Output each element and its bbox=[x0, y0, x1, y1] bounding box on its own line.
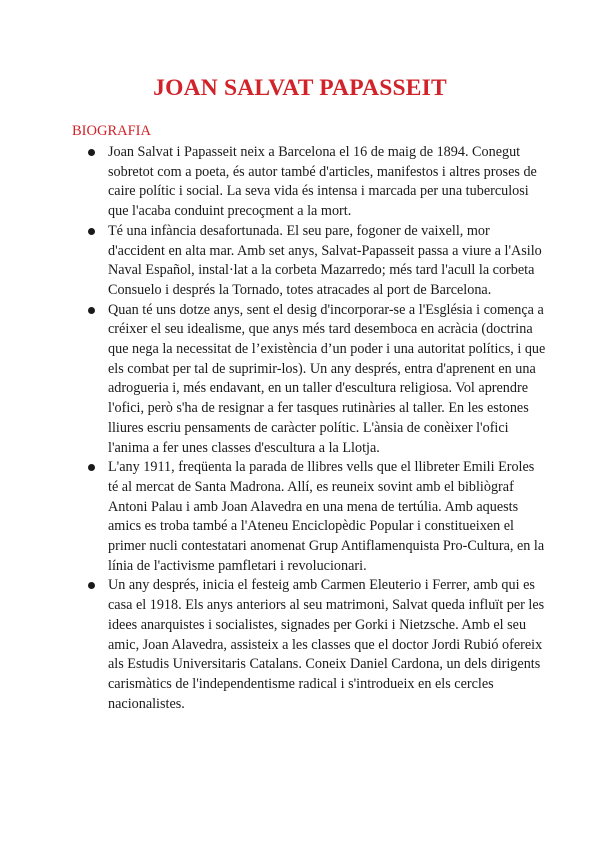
paragraph-text: Un any després, inicia el festeig amb Carmen Eleuterio i Ferrer, amb qui es casa el 1918. Els anys anteriors al seu matrimoni, Salvat queda influït per les idees anarquistes i socialistes, signades per Gorki i Nietzsche. Amb el seu amic, Joan Alavedra, assisteix a les classes que el doctor Jordi Rubió ofereix als Estudis Universitaris Catalans. Coneix Daniel Cardona, un dels dirigents carismàtics de l'independentisme radical i s'introdueix en els cercles nacionalistes. bbox=[108, 577, 545, 712]
bullet-icon bbox=[88, 464, 95, 471]
section-heading: BIOGRAFIA bbox=[72, 123, 151, 139]
list-item bbox=[86, 576, 546, 714]
bullet-icon bbox=[88, 582, 95, 589]
paragraph-text: Té una infància desafortunada. El seu pare, fogoner de vaixell, mor d'accident en alta mar. Amb set anys, Salvat-Papasseit passa a viure a l'Asilo Naval Español, instal·lat a la corbeta Mazarredo; més tard l'acull la corbeta Consuelo i després la Tornado, totes atracades al port de Barcelona. bbox=[108, 222, 542, 298]
paragraph-text: Quan té uns dotze anys, sent el desig d'incorporar-se a l'Església i comença a créixer el seu idealisme, que anys més tard desemboca en acràcia (doctrina que nega la necessitat de l’existència d’un poder i una autoritat polítics, i que els combat per tal de suprimir-los). Un any després, entra d'aprenent en una adrogueria i, més endavant, en un taller d'escultura religiosa. Vol aprendre l'ofici, però s'ha de resignar a fer tasques rutinàries al taller. En les estones lliures escriu pensaments de caràcter polític. L'ànsia de conèixer l'ofici l'anima a fer unes classes d'escultura a la Llotja. bbox=[108, 301, 546, 456]
paragraph-text: Joan Salvat i Papasseit neix a Barcelona el 16 de maig de 1894. Conegut sobretot com a poeta, és autor també d'articles, manifestos i altres proses de caire polític i social. La seva vida és intensa i marcada per una tuberculosi que l'acaba conduint precoçment a la mort. bbox=[108, 144, 537, 220]
paragraph-text: L'any 1911, freqüenta la parada de llibres vells que el llibreter Emili Eroles té al mercat de Santa Madrona. Allí, es reuneix sovint amb el bibliògraf Antoni Palau i amb Joan Alavedra en una mena de tertúlia. Amb aquests amics es troba també a l'Ateneu Enciclopèdic Popular i constitueixen el primer nucli contestatari anomenat Grup Antiflamenquista Pro-Cultura, en la línia de l'activisme pamfletari i revolucionari. bbox=[108, 459, 545, 574]
bullet-icon bbox=[88, 307, 95, 314]
list-item bbox=[86, 222, 546, 301]
list-item bbox=[86, 301, 546, 459]
biography-list bbox=[86, 143, 546, 714]
bullet-icon bbox=[88, 228, 95, 235]
list-item bbox=[86, 143, 546, 222]
document-title: JOAN SALVAT PAPASSEIT bbox=[153, 75, 447, 101]
list-item bbox=[86, 458, 546, 576]
bullet-icon bbox=[88, 149, 95, 156]
